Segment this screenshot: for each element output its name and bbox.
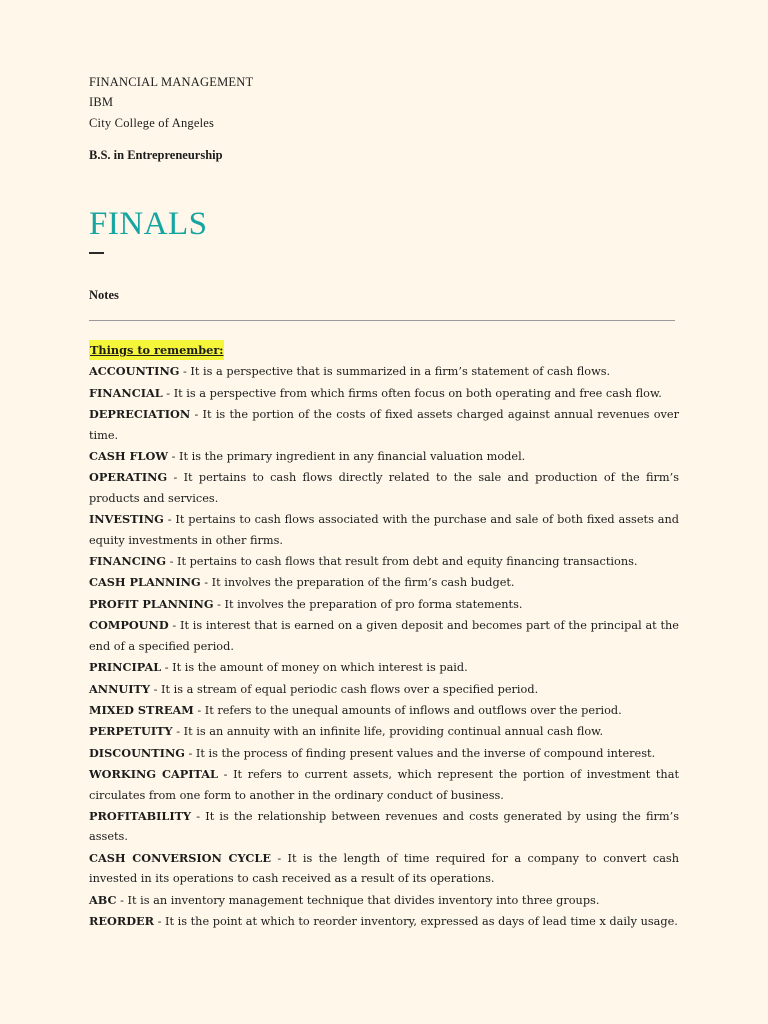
term-row [89, 383, 679, 404]
term-definition: - It is the amount of money on which interest is paid. [161, 661, 468, 675]
term-definition: - It refers to the unequal amounts of inflows and outflows over the period. [193, 703, 622, 717]
term-definition: - It is an annuity with an infinite life, providing continual annual cash flow. [172, 725, 604, 739]
term-row [89, 615, 679, 657]
term-name: CASH CONVERSION CYCLE [89, 850, 271, 865]
terms-list [89, 340, 679, 932]
term-definition: - It is the process of finding present values and the inverse of compound interest. [184, 746, 656, 760]
term-row [89, 848, 679, 890]
term-name: CASH PLANNING [89, 575, 201, 590]
term-name: PRINCIPAL [89, 660, 162, 675]
term-name: COMPOUND [89, 618, 169, 633]
term-name: INVESTING [89, 512, 164, 527]
terms-container [89, 361, 679, 932]
term-definition: - It is the length of time required for a company to convert cash invested in its operations to cash received as a result of its operations. [89, 851, 680, 886]
terms-heading: Things to remember: [89, 340, 224, 360]
term-row [89, 551, 679, 572]
term-row [89, 509, 679, 551]
term-row [89, 572, 679, 593]
title-dash-divider [89, 252, 104, 254]
degree-program: B.S. in Entrepreneurship [89, 148, 223, 162]
term-row [89, 764, 679, 806]
term-definition: - It is the portion of the costs of fixed assets charged against annual revenues over time. [89, 408, 679, 442]
term-definition: - It involves the preparation of pro forma statements. [213, 597, 523, 611]
term-definition: - It is a stream of equal periodic cash flows over a specified period. [150, 682, 539, 696]
document-title: FINALS [89, 206, 208, 242]
org-name: IBM [89, 95, 114, 109]
term-name: FINANCING [89, 554, 166, 569]
term-definition: - It pertains to cash flows associated with the purchase and sale of both fixed assets and equity investments in other firms. [89, 513, 679, 547]
term-definition: - It is a perspective that is summarized in a firm’s statement of cash flows. [179, 365, 611, 379]
term-row [89, 446, 679, 467]
term-name: PERPETUITY [89, 724, 173, 739]
term-name: FINANCIAL [89, 385, 163, 400]
term-name: DISCOUNTING [89, 745, 185, 760]
term-definition: - It is a perspective from which firms often focus on both operating and free cash flow. [162, 386, 662, 400]
term-row [89, 743, 679, 764]
term-row [89, 721, 679, 742]
term-name: DEPRECIATION [89, 407, 191, 422]
term-definition: - It is interest that is earned on a given deposit and becomes part of the principal at the end of a specified period. [89, 619, 679, 653]
term-row [89, 467, 679, 509]
term-name: ACCOUNTING [89, 364, 180, 379]
term-name: PROFITABILITY [89, 808, 192, 823]
term-name: WORKING CAPITAL [89, 767, 218, 782]
term-row [89, 911, 679, 932]
term-row [89, 679, 679, 700]
term-name: MIXED STREAM [89, 702, 194, 717]
course-name: FINANCIAL MANAGEMENT [89, 75, 254, 89]
term-row [89, 657, 679, 678]
term-definition: - It is an inventory management technique that divides inventory into three groups. [116, 893, 600, 907]
term-name: ABC [89, 892, 117, 907]
term-row [89, 594, 679, 615]
term-row [89, 361, 679, 382]
terms-heading-row [89, 340, 679, 361]
term-row [89, 890, 679, 911]
term-row [89, 806, 679, 848]
section-label: Notes [89, 288, 119, 302]
term-row [89, 700, 679, 721]
term-name: ANNUITY [89, 681, 151, 696]
school-name: City College of Angeles [89, 116, 215, 130]
horizontal-rule [89, 320, 675, 321]
term-definition: - It involves the preparation of the firm’s cash budget. [200, 576, 515, 590]
term-name: PROFIT PLANNING [89, 596, 214, 611]
term-name: CASH FLOW [89, 449, 169, 464]
term-definition: - It pertains to cash flows that result from debt and equity financing transactions. [165, 555, 638, 569]
term-definition: - It is the point at which to reorder inventory, expressed as days of lead time x daily usage. [154, 914, 678, 928]
term-definition: - It is the primary ingredient in any financial valuation model. [168, 450, 526, 464]
term-name: REORDER [89, 913, 155, 928]
term-name: OPERATING [89, 470, 168, 485]
term-definition: - It pertains to cash flows directly related to the sale and production of the firm’s products and services. [89, 471, 679, 505]
term-definition: - It refers to current assets, which represent the portion of investment that circulates from one form to another in the ordinary conduct of business. [89, 768, 679, 802]
term-definition: - It is the relationship between revenues and costs generated by using the firm’s assets. [89, 809, 679, 844]
term-row [89, 404, 679, 446]
